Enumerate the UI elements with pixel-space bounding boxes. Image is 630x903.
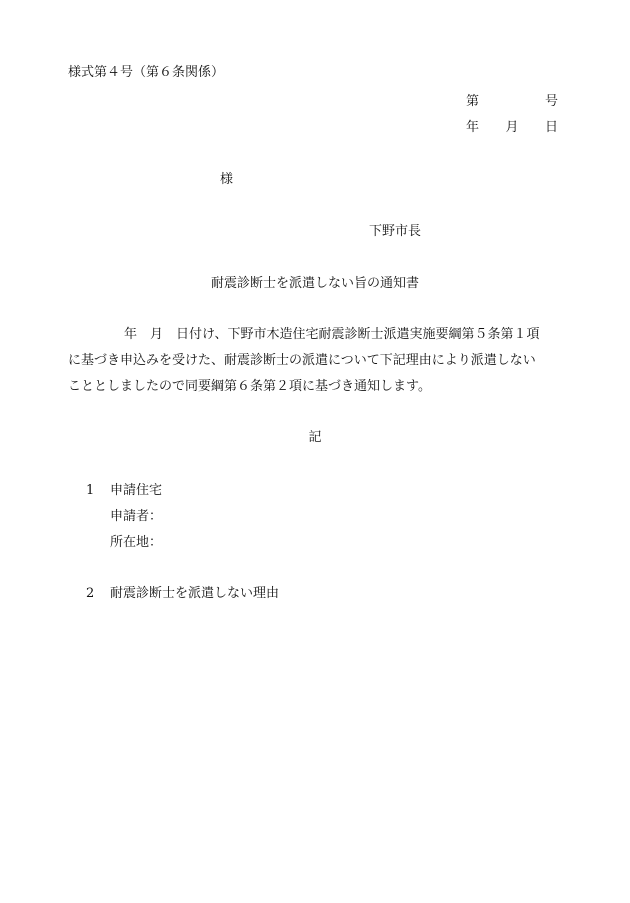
- address-field-label: 所在地：: [110, 535, 163, 550]
- item-number: 1: [86, 483, 95, 498]
- item-label: 申請住宅: [110, 483, 163, 498]
- notice-body: [68, 328, 561, 406]
- item-label: 耐震診断士を派遣しない理由: [110, 586, 280, 601]
- document-number-line: [466, 95, 558, 108]
- notice-body-line-1: [68, 328, 561, 354]
- body-date-year: 年: [124, 327, 138, 342]
- applicant-field-label: 申請者：: [110, 509, 163, 524]
- body-line-1-text: 日付け、下野市木造住宅耐震診断士派遣実施要綱第５条第１項: [176, 327, 540, 342]
- issuer-name: 下野市長: [369, 224, 422, 239]
- list-item-application-house: [86, 484, 162, 497]
- issue-date-line: [466, 121, 558, 134]
- document-number-suffix: 号: [544, 94, 558, 109]
- notice-body-line-3: こととしましたので同要綱第６条第２項に基づき通知します。: [68, 379, 431, 394]
- notice-body-line-2: に基づき申込みを受けた、耐震診断士の派遣について下記理由により派遣しない: [68, 353, 536, 368]
- form-number: 様式第４号（第６条関係）: [68, 65, 225, 80]
- document-number-prefix: 第: [466, 94, 480, 109]
- item-number: 2: [86, 586, 95, 601]
- body-date-month: 月: [150, 327, 164, 342]
- issue-date-month: 月: [505, 120, 519, 135]
- list-item-reason: [86, 587, 279, 600]
- ki-heading: 記: [308, 430, 322, 445]
- issue-date-year: 年: [466, 120, 480, 135]
- document-title: 耐震診断士を派遣しない旨の通知書: [210, 276, 419, 291]
- issue-date-day: 日: [544, 120, 558, 135]
- recipient-honorific: 様: [220, 172, 234, 187]
